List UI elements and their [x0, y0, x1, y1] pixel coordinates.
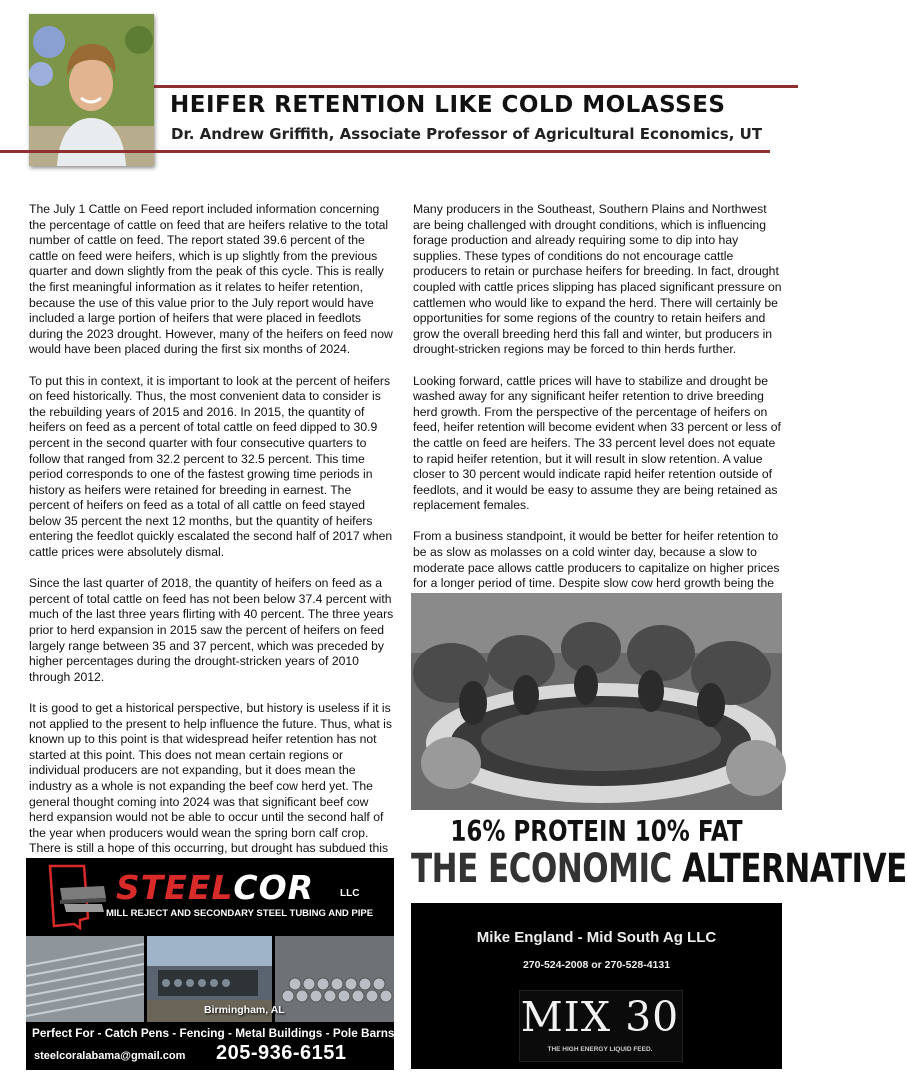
steelcor-subtitle: MILL REJECT AND SECONDARY STEEL TUBING AND PIPE	[106, 908, 374, 919]
mix30-headline: 16% PROTEIN 10% FAT	[450, 815, 743, 849]
paragraph: The July 1 Cattle on Feed report included information concerning the percentage of cattle on feed that are heifers relative to the total number of cattle on feed. The report stated 39.6 percent of the cattle on feed were heifers, which is up slightly from the previous quarter and down slightly from the peak of this cycle. This is really the first meaningful information as it relates to heifer retention, because the use of this value prior to the July report would have included a large portion of heifers that were placed in feedlots during the 2023 drought. However, many of the heifers on feed now would have been placed during the first six months of 2024.	[29, 202, 393, 357]
tagline-part-b: ALTERNATIVE	[682, 845, 907, 893]
paragraph: To put this in context, it is important to look at the percent of heifers on feed historically. Thus, the most convenient data to consider is the rebuilding years of 2015 and 2016. In 2015, the quantity of heifers on feed as a percent of total cattle on feed dipped to 30.9 percent in the second quarter with four consecutive quarters to follow that ranged from 32.2 percent to 32.5 percent. This time period corresponds to one of the fastest growing time periods in history as heifers were retained for breeding in earnest. The percent of heifers on feed as a total of all cattle on feed stayed below 35 percent the next 12 months, but the quantity of heifers entering the feedlot quickly escalated the second half of 2017 when cattle prices were absolutely dismal.	[29, 373, 393, 560]
tagline-part-a: THE ECONOMIC	[411, 845, 683, 893]
article-byline: Dr. Andrew Griffith, Associate Professor of Agricultural Economics, UT	[171, 125, 763, 143]
header-rule-top	[154, 85, 798, 88]
mix30-ad[interactable]	[411, 593, 907, 1069]
paragraph: From a business standpoint, it would be better for heifer retention to be as slow as molasses on a cold winter day, because a slow to moderate pace allows cattle producers to capitalize on higher prices for a longer period of time. Despite slow cow herd growth being the	[413, 529, 780, 591]
steelcor-ad[interactable]	[26, 858, 394, 1070]
mix30-tagline	[411, 845, 907, 893]
alabama-outline-icon	[44, 864, 110, 932]
steelcor-phone[interactable]: 205-936-6151	[216, 1042, 347, 1064]
steelcor-email[interactable]: steelcoralabama@gmail.com	[34, 1050, 186, 1062]
paragraph: It is good to get a historical perspective, but history is useless if it is not applied to the present to help influence the future. Thus, what is known up to this point is that widespread heifer retention has not started at this point. This does not mean certain regions or individual producers are not expanding, but it does mean the industry as a whole is not expanding the beef cow herd yet. The general thought coming into 2024 was that significant beef cow herd expansion would not be able to occur until the second half of the year when producers would wean the spring born calf crop. There is still a hope of this occurring, but drought has subdued this	[29, 701, 392, 856]
article-column-left	[29, 202, 395, 888]
paragraph: Many producers in the Southeast, Southern Plains and Northwest are being challenged with drought conditions, which is influencing forage production and already requiring some to dip into hay supplies. These types of conditions do not encourage cattle producers to retain or purchase heifers for breeding. In fact, drought coupled with cattle prices slipping has placed significant pressure on cattlemen who would like to expand the herd. There will certainly be opportunities for some regions of the country to retain heifers and grow the overall breeding herd this fall and winter, but producers in drought-stricken regions may be forced to thin herds further.	[413, 202, 782, 357]
article-column-right	[413, 202, 783, 623]
header-rule-bottom	[0, 150, 770, 153]
mix30-phones[interactable]: 270-524-2008 or 270-528-4131	[522, 959, 671, 971]
mix30-logo: MIX 30	[520, 993, 680, 1041]
cattle-feeder-photo	[411, 593, 782, 810]
steelcor-brand	[116, 868, 314, 907]
paragraph: Since the last quarter of 2018, the quantity of heifers on feed as a percent of total cattle on feed has not been below 37.4 percent with much of the last three years flirting with 40 percent. The three years prior to herd expansion in 2015 saw the percent of heifers on feed largely range between 35 and 37 percent, which was preceded by higher percentages during the drought-stricken years of 2010 through 2012.	[29, 576, 394, 684]
mix30-dealer: Mike England - Mid South Ag LLC	[476, 929, 717, 946]
mix30-logo-tagline: THE HIGH ENERGY LIQUID FEED.	[547, 1046, 653, 1053]
steelcor-uses: Perfect For - Catch Pens - Fencing - Metal Buildings - Pole Barns	[32, 1026, 395, 1040]
author-photo	[29, 14, 154, 166]
brand-steel-text: STEEL	[116, 868, 234, 907]
paragraph: Looking forward, cattle prices will have to stabilize and drought be washed away for any significant heifer retention to drive breeding herd growth. From the perspective of the percentage of heifers on feed, heifer retention will become evident when 33 percent or less of the cattle on feed are heifers. The 33 percent level does not equate to rapid heifer retention, but it will result in slow retention. A value closer to 30 percent would indicate rapid heifer retention outside of feedlots, and it would be easy to assume they are being retained as replacement females.	[413, 373, 781, 513]
brand-cor-text: COR	[233, 868, 315, 907]
steelcor-city: Birmingham, AL	[204, 1004, 285, 1016]
article-title: HEIFER RETENTION LIKE COLD MOLASSES	[170, 92, 726, 118]
steelcor-llc: LLC	[340, 888, 360, 899]
